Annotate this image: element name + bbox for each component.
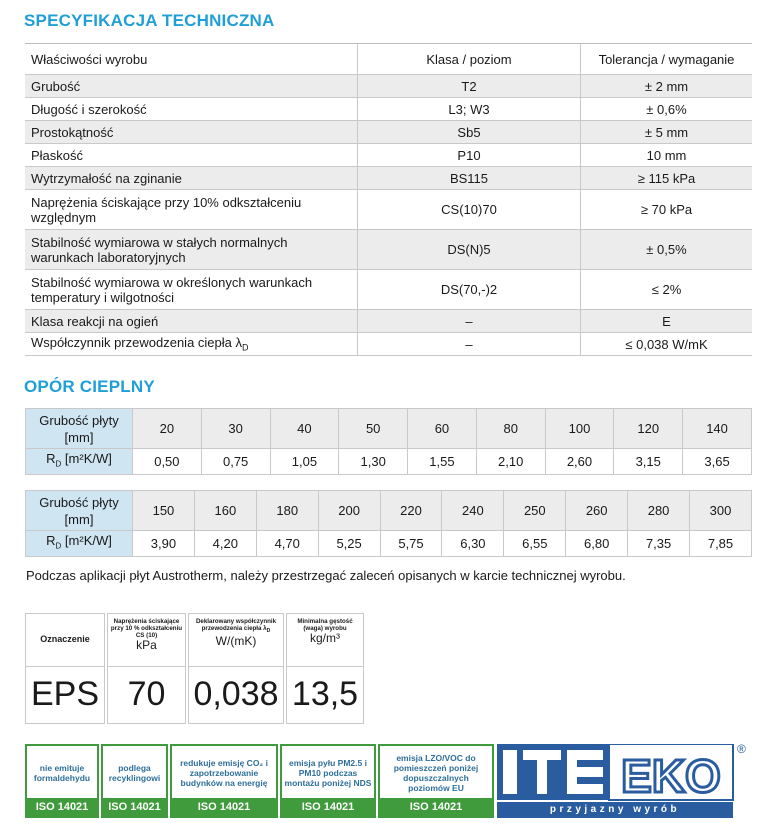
spec-tolerance: ± 0,6% (581, 98, 753, 121)
thickness-cell: 200 (318, 491, 380, 531)
table-row (25, 230, 752, 270)
label-value-compressive: 70 (127, 675, 166, 713)
r-subscript: D (55, 459, 62, 469)
spec-property: Stabilność wymiarowa w określonych warunkach temperatury i wilgotności (25, 270, 358, 310)
spec-tolerance: ≤ 0,038 W/mK (581, 333, 753, 356)
label-value-density: 13,5 (291, 675, 359, 713)
resistance-label (26, 449, 133, 475)
spec-class: CS(10)70 (358, 190, 581, 230)
subscript-d: D (241, 342, 249, 353)
cert-text: emisja pyłu PM2.5 i PM10 podczas montażu poniżej NDS (284, 758, 372, 788)
spec-property: Grubość (25, 75, 358, 98)
table-row (25, 310, 752, 333)
resistance-cell: 6,55 (504, 531, 566, 557)
cert-co2 (170, 744, 278, 818)
r-symbol: R (46, 451, 56, 467)
table-row (26, 409, 752, 449)
spec-property: Płaskość (25, 144, 358, 167)
label-value-conductivity: 0,038 (193, 675, 279, 713)
table-row (25, 190, 752, 230)
resistance-cell: 7,35 (628, 531, 690, 557)
resist-title: OPÓR CIEPLNY (24, 377, 155, 396)
label-density-text: Minimalna gęstość (waga) wyrobu (297, 618, 353, 632)
label-conductivity-box (188, 613, 284, 724)
spec-property: Wytrzymałość na zginanie (25, 167, 358, 190)
r-symbol: R (46, 533, 56, 549)
label-designation: Oznaczenie (26, 614, 104, 667)
spec-title: SPECYFIKACJA TECHNICZNA (24, 11, 275, 30)
spec-class: BS115 (358, 167, 581, 190)
spec-tolerance: ≥ 115 kPa (581, 167, 753, 190)
thickness-cell: 120 (614, 409, 683, 449)
cert-iso: ISO 14021 (27, 798, 97, 816)
resistance-cell: 4,70 (256, 531, 318, 557)
table-row (26, 449, 752, 475)
spec-class: P10 (358, 144, 581, 167)
spec-tolerance: ≥ 70 kPa (581, 190, 753, 230)
registered-mark: ® (737, 742, 746, 756)
cert-text: redukuje emisję CO₂ i zapotrzebowanie budynków na energię (180, 758, 268, 788)
table-row (26, 531, 752, 557)
thickness-cell: 240 (442, 491, 504, 531)
thickness-cell: 60 (408, 409, 477, 449)
label-density-box (286, 613, 364, 724)
resistance-cell: 2,10 (476, 449, 545, 475)
cert-iso: ISO 14021 (380, 798, 492, 816)
r-unit: [m²K/W] (61, 451, 112, 467)
spec-property-text: Współczynnik przewodzenia ciepła λ (31, 335, 242, 351)
resistance-cell: 1,30 (339, 449, 408, 475)
resistance-cell: 6,30 (442, 531, 504, 557)
cert-iso: ISO 14021 (282, 798, 374, 816)
thickness-cell: 250 (504, 491, 566, 531)
table-row (25, 75, 752, 98)
thickness-cell: 160 (194, 491, 256, 531)
thickness-cell: 300 (690, 491, 752, 531)
label-density-header (287, 614, 363, 667)
label-compressive-box (107, 613, 186, 724)
resistance-cell: 0,50 (133, 449, 202, 475)
resistance-cell: 5,75 (380, 531, 442, 557)
spec-header-tolerance: Tolerancja / wymaganie (581, 44, 753, 75)
spec-class: T2 (358, 75, 581, 98)
cert-recycling (101, 744, 168, 818)
itb-eko-logo-graphic (497, 744, 749, 802)
thickness-cell: 30 (201, 409, 270, 449)
thickness-cell: 100 (545, 409, 614, 449)
resistance-cell: 1,05 (270, 449, 339, 475)
thickness-label: Grubość płyty [mm] (26, 409, 133, 449)
label-conductivity-text: Deklarowany współczynnik przewodzenia ciepła λ (195, 618, 277, 632)
spec-tolerance: 10 mm (581, 144, 753, 167)
label-density-unit: kg/m³ (310, 631, 340, 645)
thickness-cell: 180 (256, 491, 318, 531)
label-compressive-text: Naprężenia ściskające przy 10 % odkształceniu CS (10) (110, 618, 183, 639)
spec-tolerance: ± 5 mm (581, 121, 753, 144)
thickness-cell: 280 (628, 491, 690, 531)
spec-property: Naprężenia ściskające przy 10% odkształceniu względnym (25, 190, 358, 230)
spec-tolerance: ± 0,5% (581, 230, 753, 270)
resistance-cell: 3,90 (133, 531, 195, 557)
resistance-cell: 4,20 (194, 531, 256, 557)
resistance-cell: 0,75 (201, 449, 270, 475)
resistance-cell: 3,15 (614, 449, 683, 475)
spec-class: DS(70,-)2 (358, 270, 581, 310)
spec-property: Długość i szerokość (25, 98, 358, 121)
resistance-cell: 1,55 (408, 449, 477, 475)
resistance-cell: 6,80 (566, 531, 628, 557)
thickness-cell: 260 (566, 491, 628, 531)
thickness-cell: 220 (380, 491, 442, 531)
thickness-cell: 20 (133, 409, 202, 449)
cert-voc (378, 744, 494, 818)
table-row (25, 167, 752, 190)
resistance-cell: 2,60 (545, 449, 614, 475)
spec-table (25, 43, 752, 356)
spec-property (25, 333, 358, 356)
label-conductivity-unit: W/(mK) (215, 634, 257, 649)
thickness-cell: 140 (683, 409, 752, 449)
application-note: Podczas aplikacji płyt Austrotherm, należy przestrzegać zaleceń opisanych w karcie technicznej wyrobu. (26, 568, 626, 583)
thickness-label: Grubość płyty [mm] (26, 491, 133, 531)
spec-tolerance: ± 2 mm (581, 75, 753, 98)
table-row (25, 98, 752, 121)
label-conductivity-sub: D (266, 628, 271, 635)
table-row (25, 144, 752, 167)
table-row (26, 491, 752, 531)
cert-dust (280, 744, 376, 818)
label-designation-box (25, 613, 105, 724)
thickness-cell: 40 (270, 409, 339, 449)
spec-property: Stabilność wymiarowa w stałych normalnych warunkach laboratoryjnych (25, 230, 358, 270)
spec-class: – (358, 333, 581, 356)
eko-tagline: przyjazny wyrób (497, 802, 733, 818)
table-row (25, 333, 752, 356)
label-conductivity-header (189, 614, 283, 667)
resistance-cell: 3,65 (683, 449, 752, 475)
thickness-cell: 150 (133, 491, 195, 531)
spec-class: – (358, 310, 581, 333)
resist-table-1 (25, 408, 752, 475)
cert-formaldehyde (25, 744, 99, 818)
cert-text: emisja LZO/VOC do pomieszczeń poniżej dopuszczalnych poziomów EU (393, 753, 479, 793)
spec-class: L3; W3 (358, 98, 581, 121)
svg-text:EKO: EKO (621, 750, 721, 802)
spec-class: Sb5 (358, 121, 581, 144)
r-subscript: D (55, 541, 62, 551)
label-value-eps: EPS (30, 675, 100, 713)
table-row (25, 121, 752, 144)
spec-class: DS(N)5 (358, 230, 581, 270)
cert-iso: ISO 14021 (103, 798, 166, 816)
table-row (25, 270, 752, 310)
cert-text: podlega recyklingowi (108, 763, 161, 783)
thickness-cell: 50 (339, 409, 408, 449)
label-compressive-header (108, 614, 185, 667)
thickness-cell: 80 (476, 409, 545, 449)
r-unit: [m²K/W] (61, 533, 112, 549)
resistance-label (26, 531, 133, 557)
spec-property: Prostokątność (25, 121, 358, 144)
cert-iso: ISO 14021 (172, 798, 276, 816)
spec-property: Klasa reakcji na ogień (25, 310, 358, 333)
resistance-cell: 5,25 (318, 531, 380, 557)
spec-tolerance: E (581, 310, 753, 333)
itb-eko-logo (497, 744, 749, 818)
cert-text: nie emituje formaldehydu (33, 763, 91, 783)
spec-header-class: Klasa / poziom (358, 44, 581, 75)
spec-header-property: Właściwości wyrobu (25, 44, 358, 75)
resistance-cell: 7,85 (690, 531, 752, 557)
spec-tolerance: ≤ 2% (581, 270, 753, 310)
label-compressive-unit: kPa (136, 638, 157, 652)
resist-table-2 (25, 490, 752, 557)
